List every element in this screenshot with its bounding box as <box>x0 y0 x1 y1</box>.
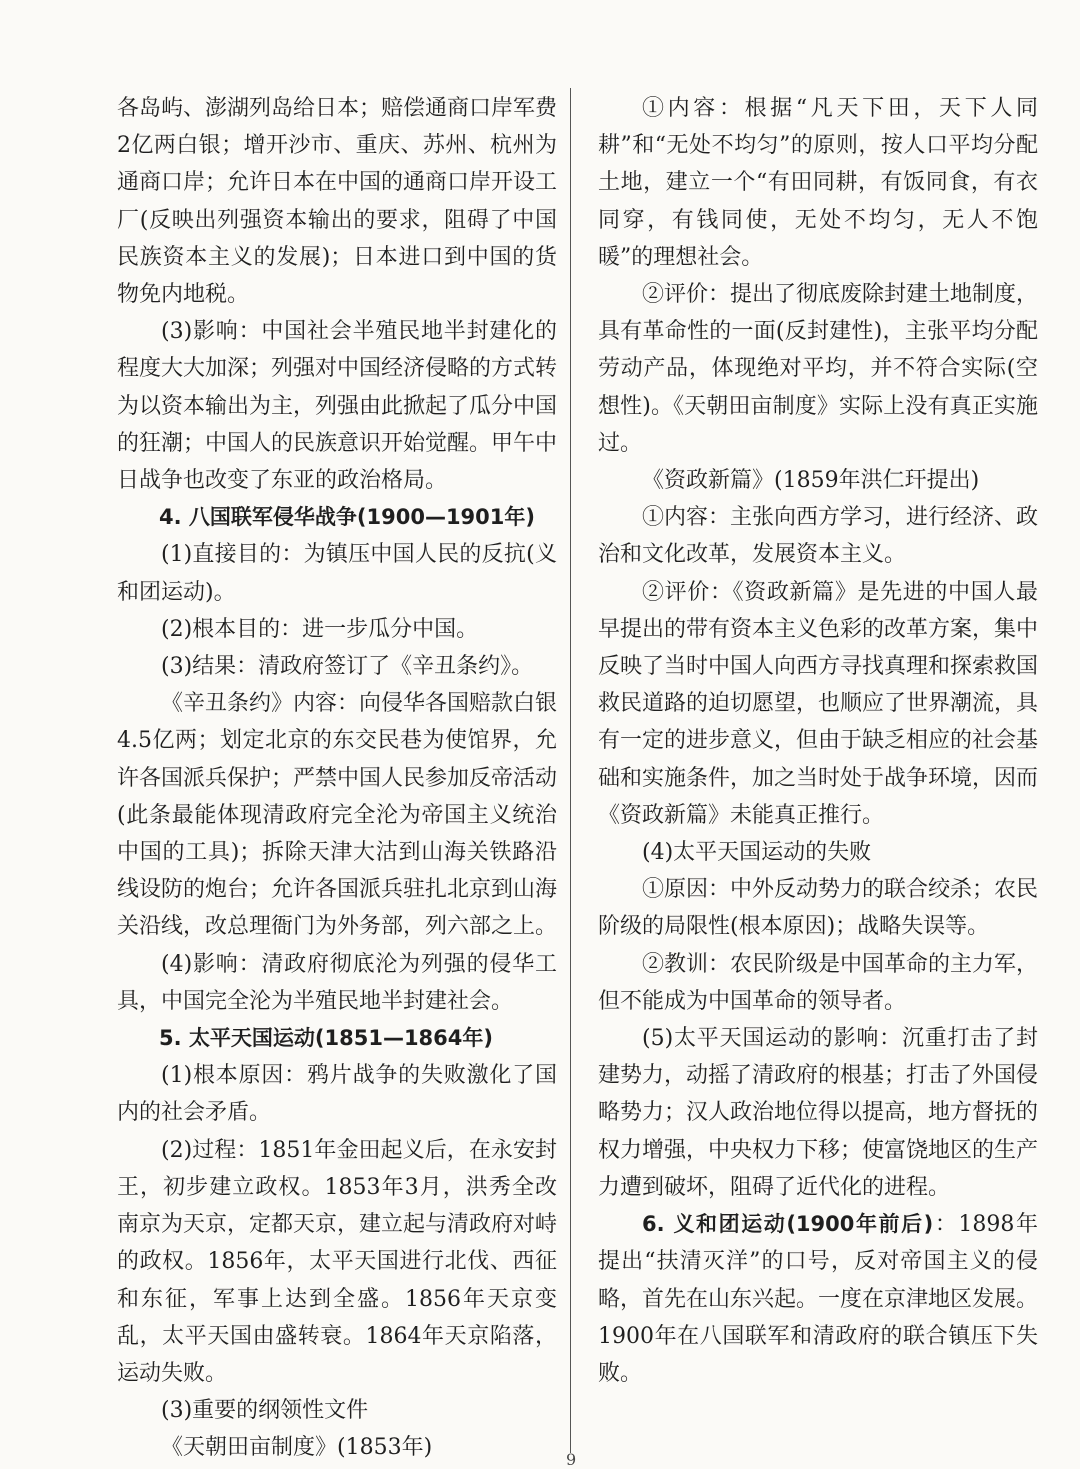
paragraph: (3)重要的纲领性文件 <box>161 1398 369 1424</box>
section-heading: 6. 义和团运动(1900年前后) <box>642 1212 934 1237</box>
paragraph: ②评价：提出了彻底废除封建土地制度，具有革命性的一面(反封建性)，主张平均分配劳动产品，体现绝对平均，并不符合实际(空想性)。《天朝田亩制度》实际上没有真正实施过。 <box>598 282 1039 456</box>
paragraph: (1)根本原因：鸦片战争的失败激化了国内的社会矛盾。 <box>117 1063 557 1126</box>
column-divider <box>570 88 571 1453</box>
left-column <box>117 90 557 1467</box>
paragraph: 《资政新篇》(1859年洪仁玕提出) <box>642 468 980 494</box>
paragraph-text: ：1898年提出“扶清灭洋”的口号，反对帝国主义的侵略，首先在山东兴起。一度在京津地区发展。1900年在八国联军和清政府的联合镇压下失败。 <box>598 1212 1039 1386</box>
paragraph: 《天朝田亩制度》(1853年) <box>161 1435 433 1461</box>
paragraph: (4)影响：清政府彻底沦为列强的侵华工具，中国完全沦为半殖民地半封建社会。 <box>117 951 557 1014</box>
paragraph: (1)直接目的：为镇压中国人民的反抗(义和团运动)。 <box>117 542 557 605</box>
paragraph: (2)过程：1851年金田起义后，在永安封王，初步建立政权。1853年3月，洪秀全改南京为天京，定都天京，建立起与清政府对峙的政权。1856年，太平天国进行北伐、西征和东征，军事上达到全盛。1856年天京变乱，太平天国由盛转衰。1864年天京陷落，运动失败。 <box>117 1137 558 1386</box>
paragraph: ②评价：《资政新篇》是先进的中国人最早提出的带有资本主义色彩的改革方案，集中反映了当时中国人向西方寻找真理和探索救国救民道路的迫切愿望，也顺应了世界潮流，具有一定的进步意义，但由于缺乏相应的社会基础和实施条件，加之当时处于战争环境，因而《资政新篇》未能真正推行。 <box>598 579 1039 828</box>
paragraph: ①原因：中外反动势力的联合绞杀；农民阶级的局限性(根本原因)；战略失误等。 <box>598 877 1039 940</box>
paragraph: (3)影响：中国社会半殖民地半封建化的程度大大加深；列强对中国经济侵略的方式转为以资本输出为主，列强由此掀起了瓜分中国的狂潮；中国人的民族意识开始觉醒。甲午中日战争也改变了东亚的政治格局。 <box>117 319 558 494</box>
right-column <box>598 90 1038 1392</box>
paragraph: 各岛屿、澎湖列岛给日本；赔偿通商口岸军费2亿两白银；增开沙市、重庆、苏州、杭州为通商口岸；允许日本在中国的通商口岸开设工厂(反映出列强资本输出的要求，阻碍了中国民族资本主义的发展)；日本进口到中国的货物免内地税。 <box>117 96 558 308</box>
paragraph: (4)太平天国运动的失败 <box>642 840 872 866</box>
section-heading: 5. 太平天国运动(1851—1864年) <box>159 1026 493 1051</box>
paragraph: ①内容：主张向西方学习，进行经济、政治和文化改革，发展资本主义。 <box>598 505 1039 568</box>
paragraph: (3)结果：清政府签订了《辛丑条约》。 <box>161 654 534 680</box>
paragraph: ①内容：根据“凡天下田，天下人同耕”和“无处不均匀”的原则，按人口平均分配土地，建立一个“有田同耕，有饭同食，有衣同穿，有钱同使，无处不均匀，无人不饱暖”的理想社会。 <box>598 96 1038 270</box>
paragraph: (2)根本目的：进一步瓜分中国。 <box>161 616 479 642</box>
paragraph <box>598 1206 1038 1392</box>
section-heading: 4. 八国联军侵华战争(1900—1901年) <box>159 505 535 530</box>
paragraph: (5)太平天国运动的影响：沉重打击了封建势力，动摇了清政府的根基；打击了外国侵略势力；汉人政治地位得以提高，地方督抚的权力增强，中央权力下移；使富饶地区的生产力遭到破坏，阻碍了近代化的进程。 <box>598 1026 1039 1200</box>
paragraph: ②教训：农民阶级是中国革命的主力军，但不能成为中国革命的领导者。 <box>598 951 1039 1014</box>
page-number: 9 <box>566 1450 577 1469</box>
paragraph: 《辛丑条约》内容：向侵华各国赔款白银4.5亿两；划定北京的东交民巷为使馆界，允许各国派兵保护；严禁中国人民参加反帝活动(此条最能体现清政府完全沦为帝国主义统治中国的工具)；拆除天津大沽到山海关铁路沿线设防的炮台；允许各国派兵驻扎北京到山海关沿线，改总理衙门为外务部，列六部之上。 <box>117 691 558 940</box>
